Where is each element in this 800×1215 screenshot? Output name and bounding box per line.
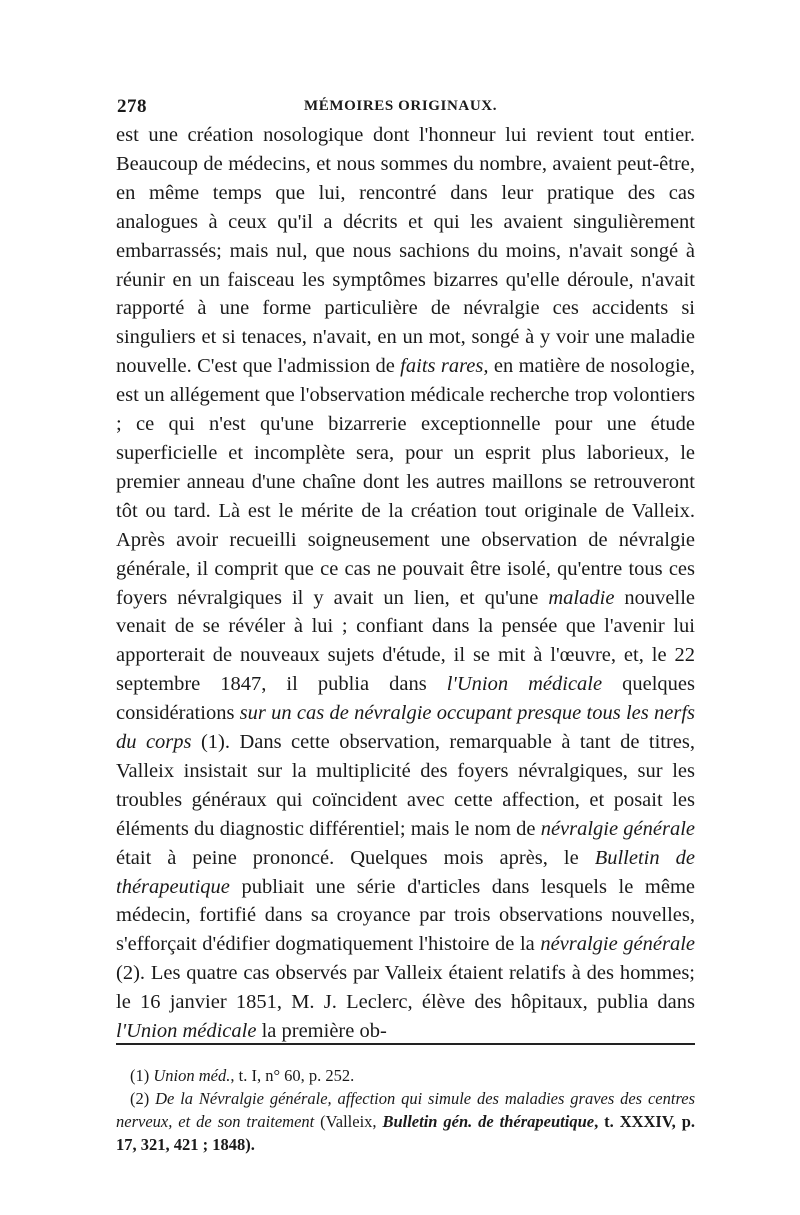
footnote-title: De la Névralgie générale, affection qui simule des maladies graves des centres nerveux, et de son traitement [116,1089,695,1131]
body-paragraph [116,121,695,1046]
italic-run: Bulletin de thérapeutique [116,846,695,898]
text-run: (1). Dans cette observation, remarquable à tant de titres, Valleix insistait sur la multiplicité des foyers névralgiques, sur les troubles généraux qui coïncident avec cette affection, et posait les éléments du diagnostic différentiel; mais le nom de [116,731,695,840]
footnote-title: Union méd. [153,1066,231,1085]
footnote-journal: Bulletin gén. de thérapeutique [382,1112,595,1131]
italic-run: névralgie générale [540,933,696,956]
footnote-number: (2) [130,1089,156,1108]
text-run: (2). Les quatre cas observés par Valleix étaient relatifs à des hommes; le 16 janvier 1851, M. J. Leclerc, élève des hôpitaux, publia dans [116,962,695,1014]
text-run: est une création nosologique dont l'honneur lui revient tout entier. Beaucoup de médecins, et nous sommes du nombre, avaient peut-être, en même temps que lui, rencontré dans leur pratique des cas analogues à ceux qu'il a décrits et qui les avaient singulièrement embarrassés; mais nul, que nous sachions du moins, n'avait songé à réunir en un faisceau les symptômes bizarres qu'elle déroule, n'avait rapporté à une forme particulière de névralgie ces accidents si singuliers et si tenaces, n'avait, en un mot, songé à y voir une maladie nouvelle. C'est que l'admission de [116,124,695,378]
page-header [117,96,695,120]
footnote-text: (Valleix, [314,1112,383,1131]
text-run: était à peine prononcé. Quelques mois après, le [116,846,595,869]
page-number: 278 [117,96,147,117]
footnotes [116,1064,695,1156]
italic-run: maladie [548,586,615,609]
italic-run: sur un cas de névralgie occupant presque tous les nerfs du corps [116,702,695,754]
footnote-1 [116,1064,695,1087]
footnote-2 [116,1087,695,1156]
italic-run: l'Union médicale [446,673,603,696]
footnote-number: (1) [130,1066,154,1085]
text-run: la première ob- [256,1020,387,1043]
footnote-rule [116,1043,695,1045]
text-run: nouvelle venait de se révéler à lui ; confiant dans la pensée que l'avenir lui apporterait de nouveaux sujets d'étude, il se mit à l'œuvre, et, le 22 septembre 1847, il publia dans [116,586,696,696]
italic-run: l'Union médicale [116,1020,257,1043]
running-head: MÉMOIRES ORIGINAUX. [304,98,498,114]
footnote-text: , t. I, n° 60, p. 252. [230,1066,355,1085]
italic-run: névralgie générale [540,817,695,840]
text-run: quelques considérations [116,673,695,725]
italic-run: faits rares, [400,355,489,378]
text-run: en matière de nosologie, est un allégement que l'observation médicale recherche trop volontiers ; ce qui n'est qu'une bizarrerie exceptionnelle pour une étude superficielle et incomplète sera, pour un esprit plus laborieux, le premier anneau d'une chaîne dont les autres maillons se retrouveront tôt ou tard. Là est le mérite de la création tout originale de Valleix. Après avoir recueilli soigneusement une observation de névralgie générale, il comprit que ce cas ne pouvait être isolé, qu'entre tous ces foyers névralgiques il y avait un lien, et qu'une [116,355,695,609]
text-run: publiait une série d'articles dans lesquels le même médecin, fortifié dans sa croyance par trois observations nouvelles, s'efforçait d'édifier dogmatiquement l'histoire de la [116,875,695,956]
body-text [116,121,695,1046]
footnote-text: , t. XXXIV, p. 17, 321, 421 ; 1848). [116,1112,695,1154]
